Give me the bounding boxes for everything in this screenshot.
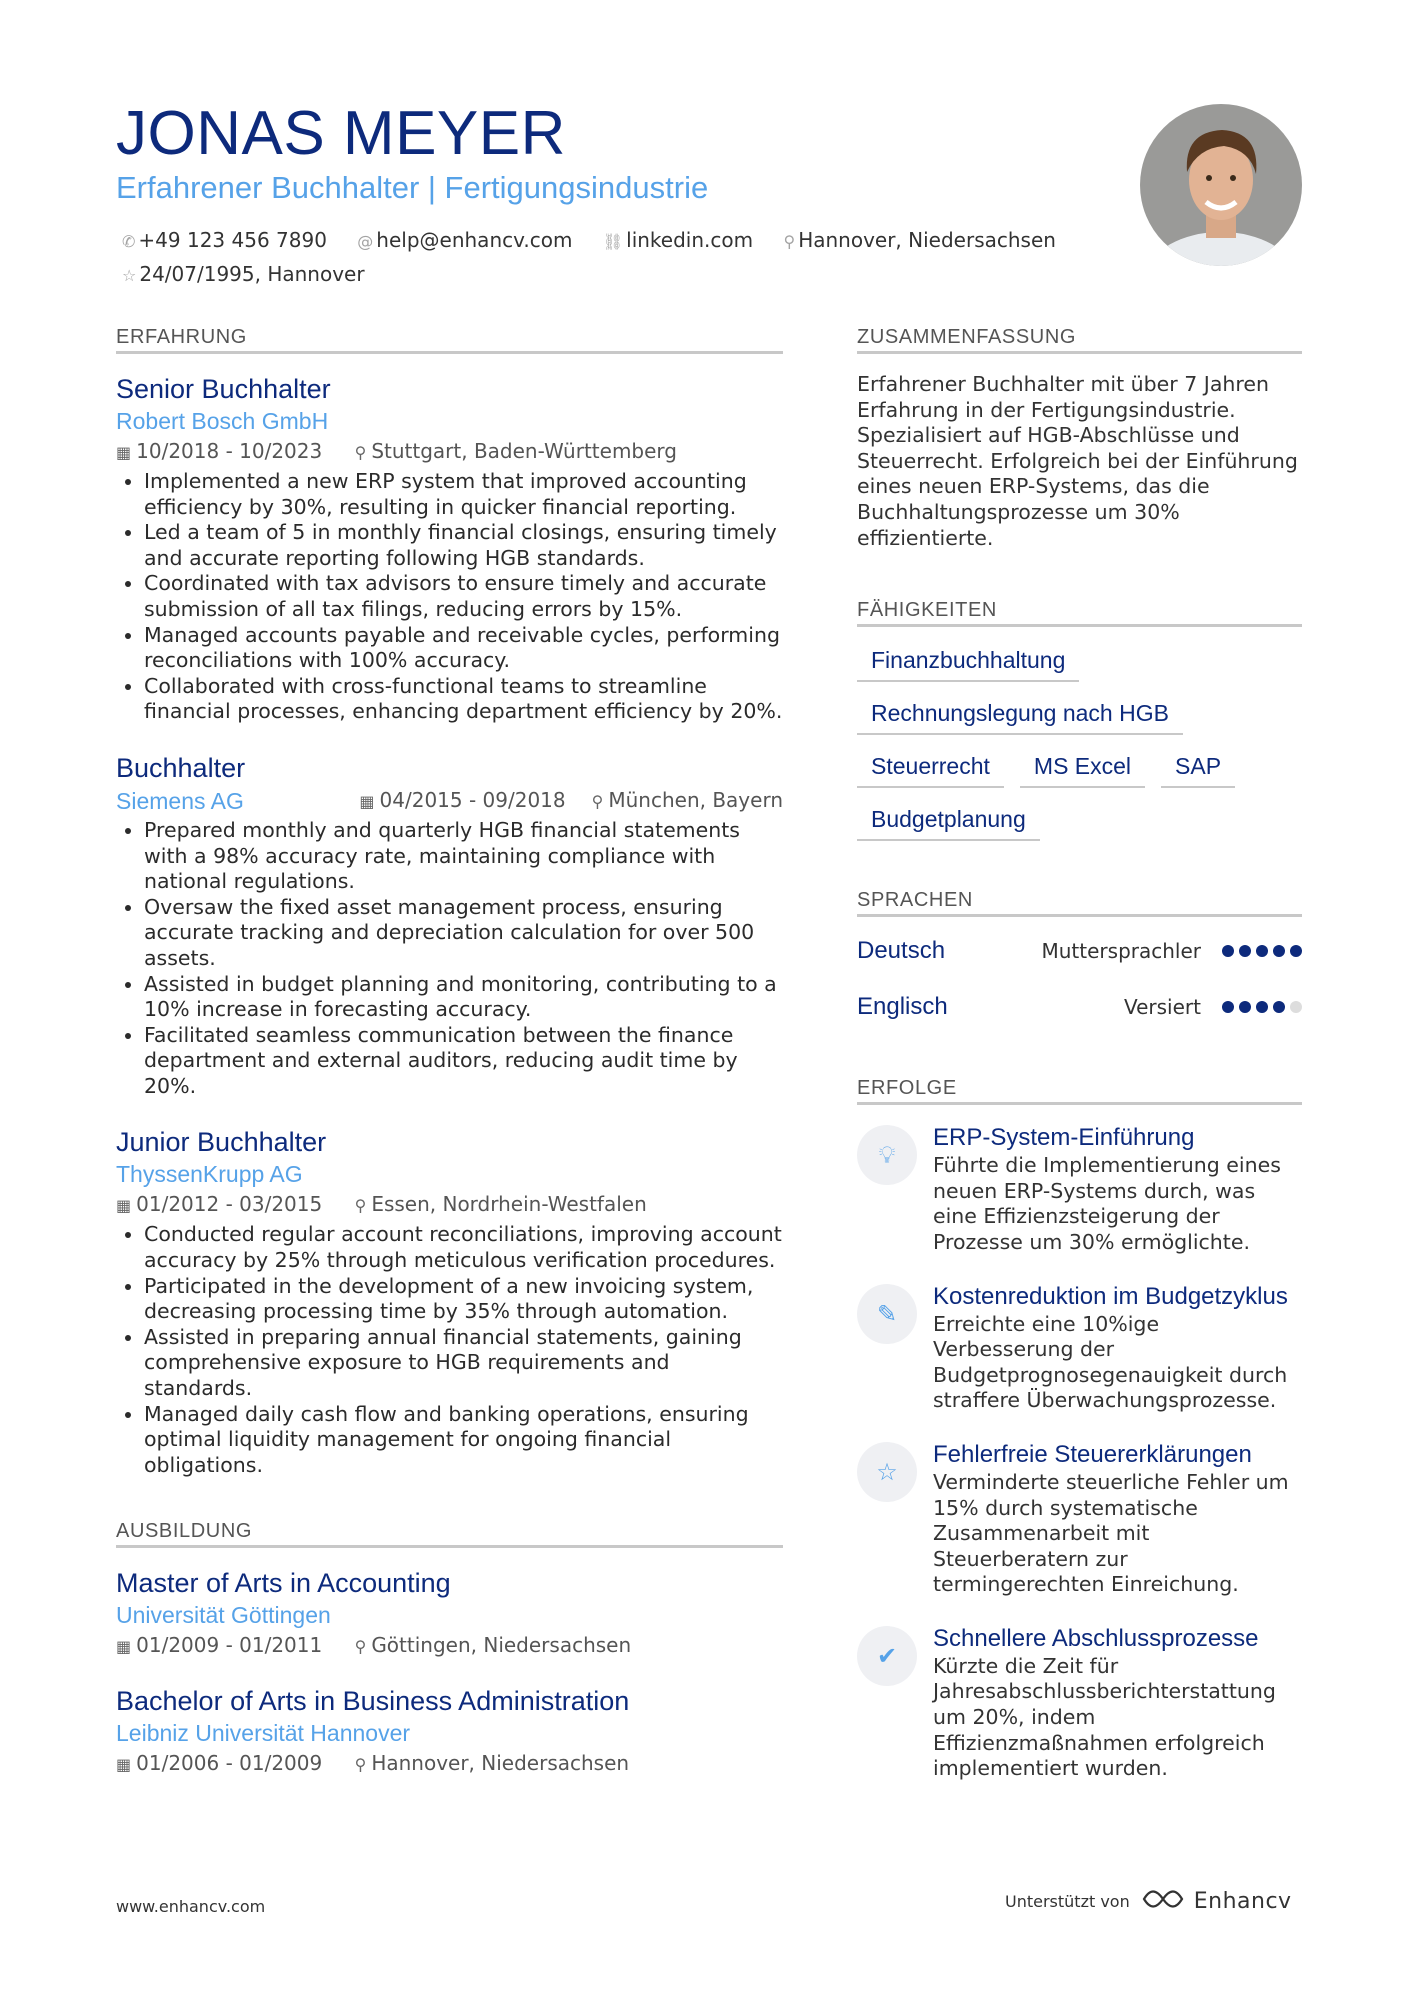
- section-title-achievements: ERFOLGE: [857, 1077, 1302, 1105]
- contact-location: ⚲ Hannover, Niedersachsen: [783, 228, 1056, 252]
- school-name: Universität Göttingen: [116, 1602, 331, 1629]
- section-title-experience: ERFAHRUNG: [116, 326, 783, 354]
- achievement-title: Kostenreduktion im Budgetzyklus: [933, 1282, 1288, 1310]
- job-bullets: [116, 469, 783, 725]
- headline: Erfahrener Buchhalter | Fertigungsindustrie: [116, 170, 709, 205]
- skill-tag: Steuerrecht: [857, 751, 1004, 788]
- achievement-title: Fehlerfreie Steuererklärungen: [933, 1440, 1252, 1468]
- contact-linkedin[interactable]: ⛓ linkedin.com: [602, 228, 754, 252]
- degree-title: Bachelor of Arts in Business Administration: [116, 1686, 630, 1717]
- location-pin-icon: ⚲: [354, 1755, 367, 1775]
- bullet-item: • Oversaw the fixed asset management process, ensuring accurate tracking and depreciation calculation for over 500 assets.: [144, 895, 783, 972]
- rating-dot-filled: [1256, 1001, 1268, 1013]
- skills-list: [857, 645, 1302, 841]
- bullet-item: • Prepared monthly and quarterly HGB financial statements with a 98% accuracy rate, maintaining compliance with national regulations.: [144, 818, 783, 895]
- skill-tag: SAP: [1161, 751, 1235, 788]
- enhancv-logo-icon: [1140, 1887, 1186, 1915]
- rating-dot-filled: [1273, 945, 1285, 957]
- achievement-item: [857, 1282, 1302, 1414]
- location-pin-icon: ⚲: [354, 443, 367, 462]
- achievement-desc: Verminderte steuerliche Fehler um 15% durch systematische Zusammenarbeit mit Steuerberatern zur termingerechten Einreichung.: [933, 1469, 1289, 1597]
- rating-dot-filled: [1239, 1001, 1251, 1013]
- job-meta: ▦ 01/2012 - 03/2015 ⚲ Essen, Nordrhein-Westfalen: [116, 1192, 647, 1217]
- section-title-skills: FÄHIGKEITEN: [857, 599, 1302, 627]
- language-rating: [1217, 942, 1302, 961]
- education-meta: ▦ 01/2006 - 01/2009 ⚲ Hannover, Niedersachsen: [116, 1751, 630, 1776]
- contact-email[interactable]: @ help@enhancv.com: [357, 228, 573, 252]
- language-item: [857, 979, 1302, 1035]
- achievement-item: [857, 1624, 1302, 1782]
- location-pin-icon: ⚲: [354, 1196, 367, 1216]
- skill-tag: Rechnungslegung nach HGB: [857, 698, 1183, 735]
- bullet-item: • Facilitated seamless communication between the finance department and external auditors, reducing audit time by 20%.: [144, 1023, 783, 1100]
- language-level: Muttersprachler: [1041, 939, 1201, 964]
- contact-phone: ✆ +49 123 456 7890: [122, 228, 327, 252]
- bullet-item: • Assisted in budget planning and monitoring, contributing to a 10% increase in forecasting accuracy.: [144, 972, 783, 1023]
- right-column: [857, 326, 1302, 1808]
- at-icon: @: [357, 232, 374, 251]
- skill-tag: Budgetplanung: [857, 804, 1040, 841]
- experience-item: [116, 1125, 783, 1478]
- education-meta: ▦ 01/2009 - 01/2011 ⚲ Göttingen, Niedersachsen: [116, 1633, 632, 1658]
- achievements-list: [857, 1123, 1302, 1782]
- calendar-icon: ▦: [116, 1755, 132, 1775]
- profile-photo-image: [1140, 104, 1302, 266]
- achievement-desc: Erreichte eine 10%ige Verbesserung der Budgetprognosegenauigkeit durch straffere Überwachungsprozesse.: [933, 1311, 1288, 1413]
- bullet-item: • Coordinated with tax advisors to ensure timely and accurate submission of all tax filings, reducing errors by 15%.: [144, 571, 783, 622]
- achievement-item: [857, 1123, 1302, 1255]
- bullet-item: • Participated in the development of a new invoicing system, decreasing processing time by 35% through automation.: [144, 1274, 783, 1325]
- experience-item: [116, 372, 783, 725]
- experience-item: [116, 751, 783, 1100]
- location-pin-icon: ⚲: [591, 791, 604, 811]
- check-icon: ✔: [857, 1626, 917, 1686]
- rating-dot-empty: [1290, 1001, 1302, 1013]
- calendar-icon: ▦: [359, 791, 375, 811]
- language-name: Englisch: [857, 993, 948, 1021]
- section-title-education: AUSBILDUNG: [116, 1520, 783, 1548]
- footer-url[interactable]: www.enhancv.com: [116, 1897, 266, 1916]
- calendar-icon: ▦: [116, 1637, 132, 1657]
- achievement-desc: Kürzte die Zeit für Jahresabschlussberichterstattung um 20%, indem Effizienzmaßnahmen erfolgreich implementiert wurden.: [933, 1653, 1276, 1781]
- brand-name: Enhancv: [1193, 1888, 1292, 1914]
- bullet-item: • Assisted in preparing annual financial statements, gaining comprehensive exposure to HGB requirements and standards.: [144, 1325, 783, 1402]
- language-rating: [1217, 998, 1302, 1017]
- contact-birth: ☆ 24/07/1995, Hannover: [122, 262, 365, 286]
- bullet-item: • Conducted regular account reconciliations, improving account accuracy by 25% through meticulous verification procedures.: [144, 1222, 783, 1273]
- job-meta: ▦ 10/2018 - 10/2023 ⚲ Stuttgart, Baden-Württemberg: [116, 439, 677, 463]
- degree-title: Master of Arts in Accounting: [116, 1568, 451, 1599]
- job-bullets: [116, 818, 783, 1100]
- left-column: [116, 326, 783, 1802]
- calendar-icon: ▦: [116, 1196, 132, 1216]
- language-level: Versiert: [1123, 995, 1201, 1020]
- location-pin-icon: ⚲: [354, 1637, 367, 1657]
- section-title-languages: SPRACHEN: [857, 889, 1302, 917]
- achievement-item: [857, 1440, 1302, 1598]
- rating-dot-filled: [1239, 945, 1251, 957]
- achievement-title: ERP-System-Einführung: [933, 1124, 1195, 1152]
- job-meta: ▦ 04/2015 - 09/2018 ⚲ München, Bayern: [359, 787, 783, 812]
- link-icon: ⛓: [602, 232, 624, 251]
- bullet-item: • Collaborated with cross-functional teams to streamline financial processes, enhancing department efficiency by 20%.: [144, 674, 783, 725]
- school-name: Leibniz Universität Hannover: [116, 1720, 411, 1747]
- bullet-item: • Managed daily cash flow and banking operations, ensuring optimal liquidity management for ongoing financial obligations.: [144, 1402, 783, 1479]
- bullet-item: • Managed accounts payable and receivable cycles, performing reconciliations with 100% accuracy.: [144, 623, 783, 674]
- achievement-desc: Führte die Implementierung eines neuen ERP-Systems durch, was eine Effizienzsteigerung der Prozesse um 30% ermöglichte.: [933, 1153, 1281, 1254]
- rating-dot-filled: [1222, 945, 1234, 957]
- job-title: Buchhalter: [116, 752, 246, 783]
- education-item: [116, 1566, 783, 1662]
- contact-info: [122, 224, 1082, 292]
- language-name: Deutsch: [857, 937, 946, 965]
- star-icon: ☆: [857, 1442, 917, 1502]
- achievement-title: Schnellere Abschlussprozesse: [933, 1624, 1259, 1652]
- job-title: Junior Buchhalter: [116, 1127, 327, 1158]
- language-item: [857, 923, 1302, 979]
- location-pin-icon: ⚲: [783, 232, 796, 251]
- summary-text: Erfahrener Buchhalter mit über 7 Jahren Erfahrung in der Fertigungsindustrie. Spezialisiert auf HGB-Abschlüsse und Steuerrecht. Erfolgreich bei der Einführung eines neuen ERP-Systems, das die Buchhaltungsprozesse um 30% effizientierte.: [857, 372, 1298, 550]
- lightbulb-icon: 💡︎: [857, 1125, 917, 1185]
- skill-tag: MS Excel: [1020, 751, 1145, 788]
- bullet-item: • Implemented a new ERP system that improved accounting efficiency by 30%, resulting in quicker financial reporting.: [144, 469, 783, 520]
- rating-dot-filled: [1256, 945, 1268, 957]
- section-title-summary: ZUSAMMENFASSUNG: [857, 326, 1302, 354]
- rating-dot-filled: [1290, 945, 1302, 957]
- candidate-name: JONAS MEYER: [116, 99, 566, 168]
- footer-branding: [1005, 1887, 1292, 1915]
- company-name: Siemens AG: [116, 787, 244, 814]
- languages-list: [857, 923, 1302, 1035]
- magic-wand-icon: ✎: [857, 1284, 917, 1344]
- job-title: Senior Buchhalter: [116, 374, 331, 404]
- profile-photo: [1140, 104, 1302, 266]
- education-item: [116, 1684, 783, 1780]
- job-bullets: [116, 1222, 783, 1478]
- phone-icon: ✆: [122, 232, 136, 251]
- bullet-item: • Led a team of 5 in monthly financial closings, ensuring timely and accurate reporting following HGB standards.: [144, 520, 783, 571]
- company-name: Robert Bosch GmbH: [116, 408, 329, 434]
- rating-dot-filled: [1222, 1001, 1234, 1013]
- skill-tag: Finanzbuchhaltung: [857, 645, 1079, 682]
- rating-dot-filled: [1273, 1001, 1285, 1013]
- powered-by-text: Unterstützt von: [1005, 1891, 1130, 1911]
- star-outline-icon: ☆: [122, 266, 137, 285]
- calendar-icon: ▦: [116, 443, 132, 462]
- company-name: ThyssenKrupp AG: [116, 1161, 303, 1188]
